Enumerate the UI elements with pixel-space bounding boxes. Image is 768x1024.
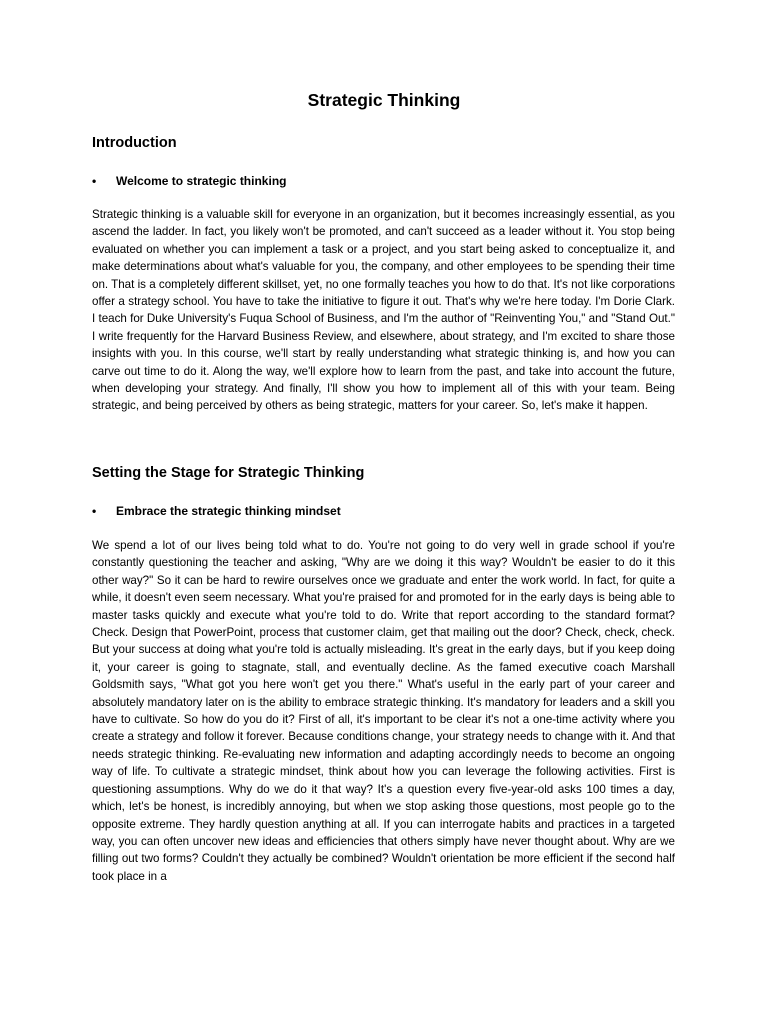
bullet-icon: • [92,504,97,518]
introduction-paragraph: Strategic thinking is a valuable skill for everyone in an organization, but it becomes increasingly essential, as you ascend the ladder. In fact, you likely won't be promoted, and can't succeed as a leader without it. You stop being evaluated on whether you can implement a task or a project, and you start being asked to conceptualize it, and make determinations about what's valuable for you, the company, and other employees to be spending their time on. That is a completely different skillset, yet, no one formally teaches you how to do that. It's not like corporations offer a strategy school. You have to take the initiative to figure it out. That's why we're here today. I'm Dorie Clark. I teach for Duke University's Fuqua School of Business, and I'm the author of "Reinventing You," and "Stand Out." I write frequently for the Harvard Business Review, and elsewhere, about strategy, and I'm excited to share those insights with you. In this course, we'll start by really understanding what strategic thinking is, and how you can carve out time to do it. Along the way, we'll explore how to learn from the past, and take into account the future, when developing your strategy. And finally, I'll show you how to implement all of this with your team. Being strategic, and being perceived by others as being strategic, matters for your career. So, let's make it happen. [92,208,675,413]
mindset-paragraph: We spend a lot of our lives being told what to do. You're not going to do very well in grade school if you're constantly questioning the teacher and asking, "Why are we doing it this way? Wouldn't be easier to do it this other way?" So it can be hard to rewire ourselves once we graduate and enter the work world. In fact, for quite a while, it doesn't even seem necessary. What you're praised for and promoted for in the early days is being able to master tasks quickly and execute what you're told to do. Write that report according to the standard format? Check. Design that PowerPoint, process that customer claim, get that mailing out the door? Check, check, check. But your success at doing what you're told is actually misleading. It's great in the early days, but if you keep doing it, your career is going to stagnate, stall, and eventually decline. As the famed executive coach Marshall Goldsmith says, "What got you here won't get you there." What's useful in the early part of your career and absolutely mandatory later on is the ability to embrace strategic thinking. It's mandatory for leaders and a skill you have to cultivate. So how do you do it? First of all, it's important to be clear it's not a one-time activity where you create a strategy and follow it forever. Because conditions change, your strategy needs to change with it. And that needs strategic thinking. Re-evaluating new information and adapting accordingly needs to become an ongoing way of life. To cultivate a strategic mindset, think about how you can leverage the following activities. First is questioning assumptions. Why do we do it that way? It's a question every five-year-old asks 100 times a day, which, let's be honest, is incredibly annoying, but when we stop asking those questions, most people go to the opposite extreme. They hardly question anything at all. If you can interrogate habits and practices in a targeted way, you can often uncover new ideas and efficiencies that others simply have never thought about. Why are we filling out two forms? Couldn't they actually be combined? Wouldn't orientation be more efficient if the second half took place in a [92,539,675,883]
bullet-icon: • [92,174,97,188]
section-heading-setting-the-stage: Setting the Stage for Strategic Thinking [92,465,365,481]
bullet-text: Embrace the strategic thinking mindset [116,504,341,518]
bullet-text: Welcome to strategic thinking [116,174,287,188]
document-title: Strategic Thinking [307,90,461,110]
section-heading-introduction: Introduction [92,135,177,151]
